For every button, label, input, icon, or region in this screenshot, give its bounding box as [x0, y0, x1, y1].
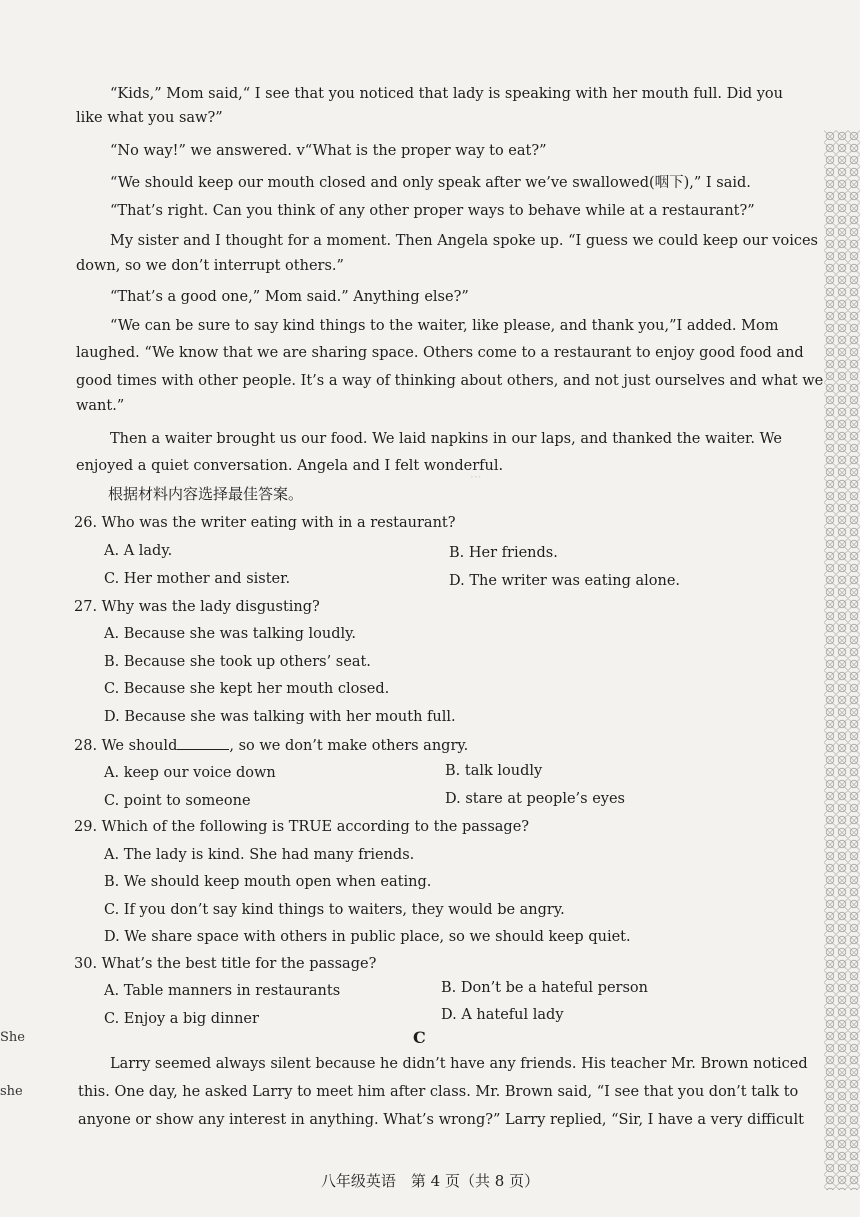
question-27-stem: 27. Why was the lady disgusting?: [74, 599, 320, 615]
section-c-line: anyone or show any interest in anything. What’s wrong?” Larry replied, “Sir, I have a very difficult: [78, 1112, 804, 1128]
question-28-stem-after: , so we don’t make others angry.: [229, 738, 469, 754]
question-29-option-a[interactable]: A. The lady is kind. She had many friends.: [104, 847, 415, 863]
margin-word: she: [0, 1084, 23, 1099]
question-28-stem: [74, 735, 468, 756]
bleed-through-text: ···: [470, 470, 482, 484]
question-29-option-c[interactable]: C. If you don’t say kind things to waiters, they would be angry.: [104, 902, 565, 918]
question-28-stem-before: 28. We should: [74, 738, 178, 754]
question-26-stem: 26. Who was the writer eating with in a restaurant?: [74, 515, 456, 531]
question-26-option-a[interactable]: A. A lady.: [104, 543, 173, 559]
question-27-option-c[interactable]: C. Because she kept her mouth closed.: [104, 681, 390, 697]
question-28-option-b[interactable]: B. talk loudly: [445, 763, 543, 779]
answer-blank[interactable]: [177, 735, 229, 750]
passage-line: “That’s right. Can you think of any other proper ways to behave while at a restaurant?”: [110, 203, 755, 219]
question-30-stem: 30. What’s the best title for the passage?: [74, 956, 377, 972]
question-30-option-c[interactable]: C. Enjoy a big dinner: [104, 1011, 259, 1027]
passage-line: good times with other people. It’s a way of thinking about others, and not just ourselves and what we: [76, 373, 824, 389]
question-28-option-d[interactable]: D. stare at people’s eyes: [445, 791, 625, 807]
question-30-option-b[interactable]: B. Don’t be a hateful person: [441, 980, 648, 996]
passage-line: like what you saw?”: [76, 110, 223, 126]
question-29-option-d[interactable]: D. We share space with others in public place, so we should keep quiet.: [104, 929, 631, 945]
question-29-stem: 29. Which of the following is TRUE according to the passage?: [74, 819, 530, 835]
passage-line: “We should keep our mouth closed and only speak after we’ve swallowed(咽下),” I said.: [110, 175, 751, 191]
decorative-border: [824, 130, 860, 1190]
page-footer: 八年级英语 第 4 页（共 8 页）: [320, 1172, 540, 1190]
section-c-line: Larry seemed always silent because he didn’t have any friends. His teacher Mr. Brown noticed: [110, 1056, 808, 1072]
instruction: 根据材料内容选择最佳答案。: [108, 485, 304, 503]
question-30-option-a[interactable]: A. Table manners in restaurants: [104, 983, 341, 999]
passage-line: “We can be sure to say kind things to the waiter, like please, and thank you,”I added. Mom: [110, 318, 779, 334]
passage-line: My sister and I thought for a moment. Then Angela spoke up. “I guess we could keep our voices: [110, 233, 818, 249]
passage-line: enjoyed a quiet conversation. Angela and I felt wonderful.: [76, 458, 504, 474]
passage-line: “That’s a good one,” Mom said.” Anything else?”: [110, 289, 469, 305]
margin-word: She: [0, 1030, 25, 1045]
question-26-option-c[interactable]: C. Her mother and sister.: [104, 571, 291, 587]
question-30-option-d[interactable]: D. A hateful lady: [441, 1007, 564, 1023]
passage-line: want.”: [76, 398, 125, 414]
question-27-option-a[interactable]: A. Because she was talking loudly.: [104, 626, 357, 642]
question-27-option-b[interactable]: B. Because she took up others’ seat.: [104, 654, 371, 670]
passage-line: laughed. “We know that we are sharing space. Others come to a restaurant to enjoy good food and: [76, 345, 804, 361]
question-26-option-b[interactable]: B. Her friends.: [449, 545, 558, 561]
passage-line: “No way!” we answered. v“What is the proper way to eat?”: [110, 143, 547, 159]
question-29-option-b[interactable]: B. We should keep mouth open when eating.: [104, 874, 432, 890]
question-27-option-d[interactable]: D. Because she was talking with her mouth full.: [104, 709, 456, 725]
question-28-option-c[interactable]: C. point to someone: [104, 793, 251, 809]
section-c-line: this. One day, he asked Larry to meet him after class. Mr. Brown said, “I see that you don’t talk to: [78, 1084, 799, 1100]
section-letter: C: [413, 1028, 426, 1047]
passage-line: “Kids,” Mom said,“ I see that you noticed that lady is speaking with her mouth full. Did you: [110, 86, 783, 102]
question-26-option-d[interactable]: D. The writer was eating alone.: [449, 573, 681, 589]
question-28-option-a[interactable]: A. keep our voice down: [104, 765, 276, 781]
passage-line: Then a waiter brought us our food. We laid napkins in our laps, and thanked the waiter. We: [110, 431, 782, 447]
passage-line: down, so we don’t interrupt others.”: [76, 258, 344, 274]
